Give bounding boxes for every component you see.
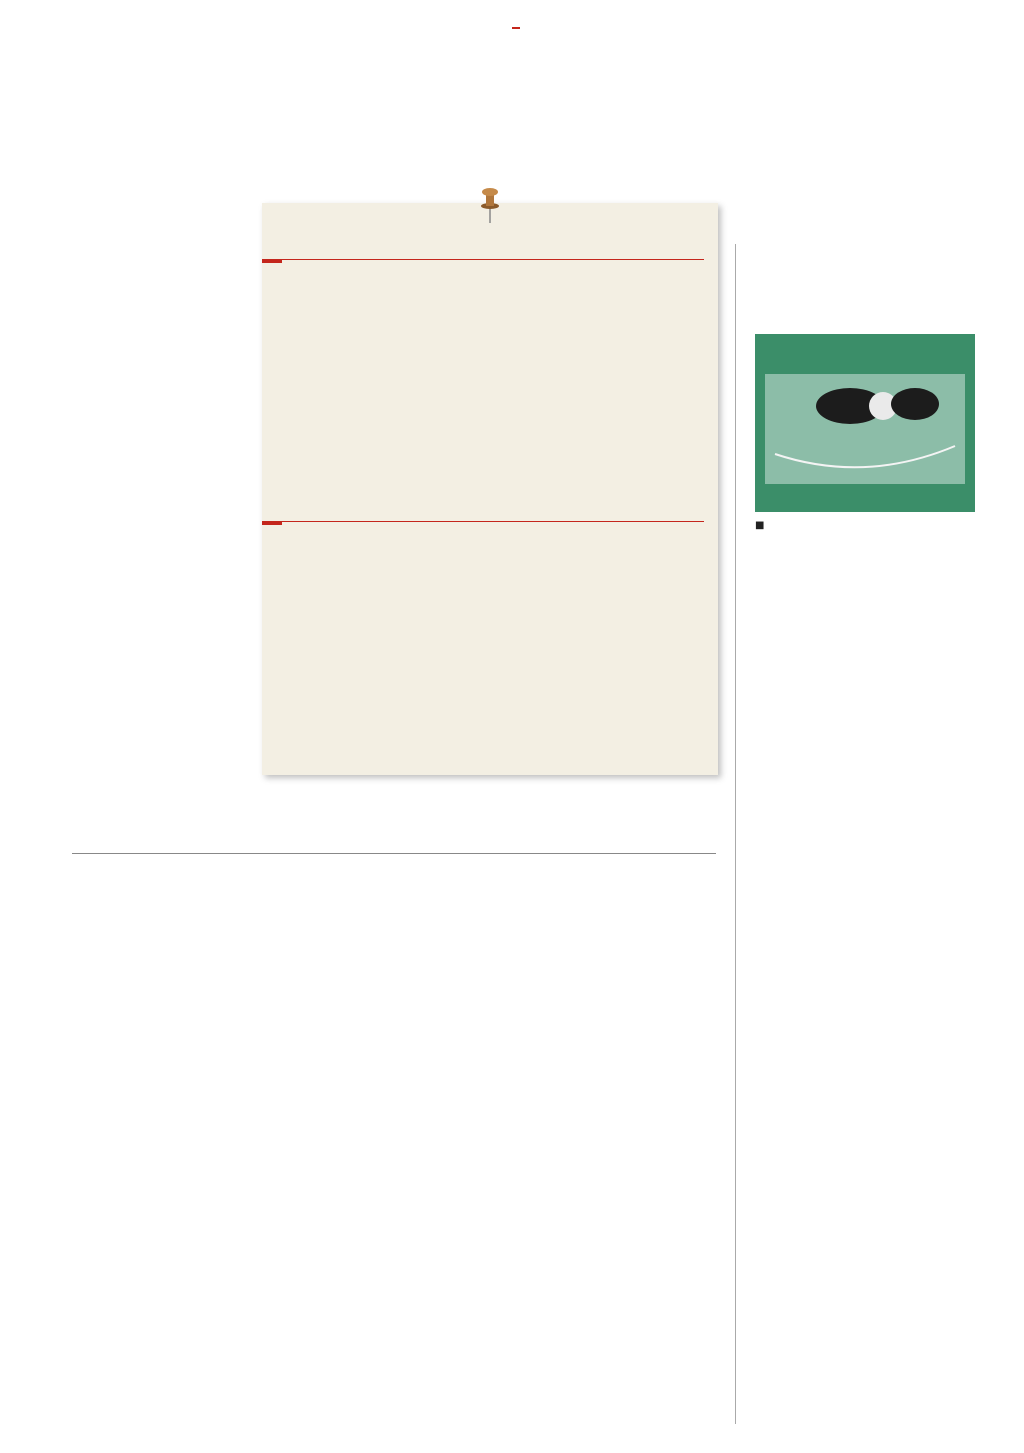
cases-card xyxy=(262,203,718,775)
section-divider xyxy=(72,853,716,854)
case-header xyxy=(262,249,296,273)
case-rule xyxy=(262,521,704,522)
photo-caption xyxy=(755,520,764,531)
caption-marker-icon: ■ xyxy=(755,520,765,531)
pushpin-icon xyxy=(479,186,501,224)
case-rule xyxy=(262,259,704,260)
evidence-photo xyxy=(755,334,975,512)
column-divider xyxy=(735,244,736,1424)
case-tag xyxy=(262,259,282,263)
case-tag xyxy=(262,521,282,525)
masthead-logo xyxy=(478,14,554,33)
brand-label xyxy=(512,27,520,29)
case-header xyxy=(262,511,296,535)
